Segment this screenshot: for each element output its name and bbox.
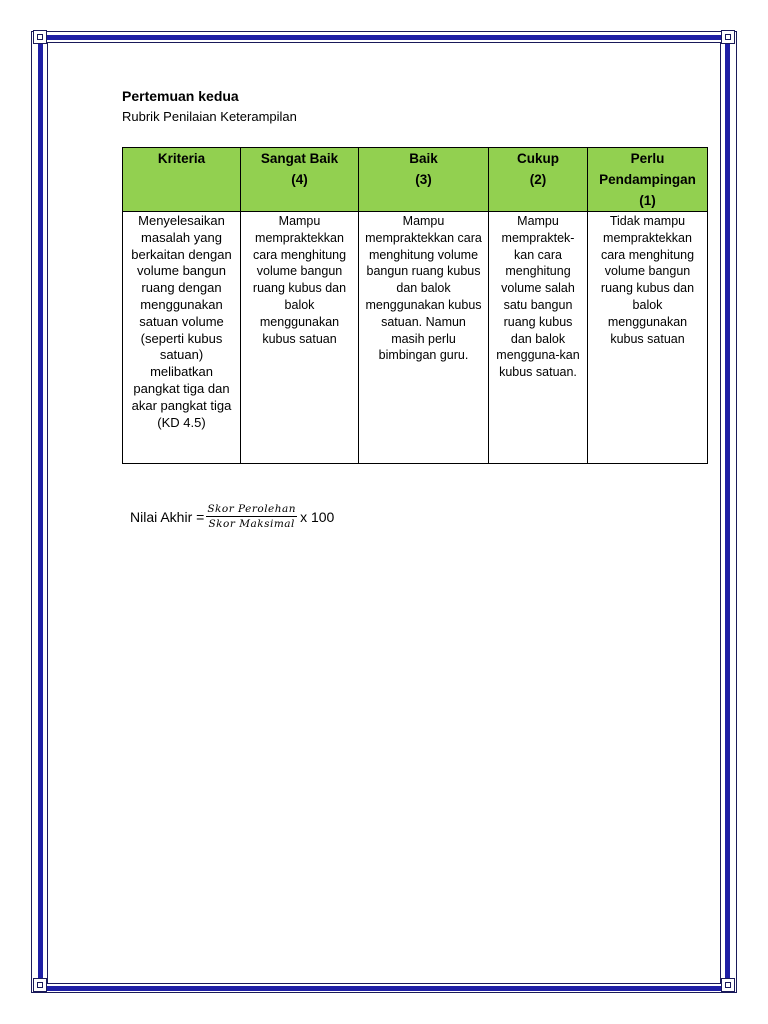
header-score: (4) xyxy=(291,172,308,187)
rubric-table xyxy=(122,147,708,464)
header-label: Kriteria xyxy=(157,151,206,166)
header-label: Perlu Pendampingan xyxy=(599,151,696,187)
header-baik xyxy=(359,148,489,212)
corner-ornament-top-left xyxy=(33,30,47,44)
page-subtitle: Rubrik Penilaian Keterampilan xyxy=(122,109,297,124)
formula-multiplier: x 100 xyxy=(300,508,335,525)
corner-ornament-top-right xyxy=(721,30,735,44)
header-perlu-pendampingan xyxy=(588,148,708,212)
header-score: (2) xyxy=(529,172,547,187)
header-score: (3) xyxy=(415,172,432,187)
final-score-formula xyxy=(130,503,334,530)
page-title: Pertemuan kedua xyxy=(122,88,239,104)
corner-ornament-bottom-right xyxy=(721,978,735,992)
corner-ornament-bottom-left xyxy=(33,978,47,992)
header-label: Baik xyxy=(409,151,438,166)
header-cukup xyxy=(489,148,588,212)
table-header-row xyxy=(123,148,708,212)
table-row xyxy=(123,212,708,464)
header-label: Sangat Baik xyxy=(260,151,339,166)
header-score: (1) xyxy=(639,193,656,208)
cell-sangat-baik: Mampu mempraktekkan cara menghitung volume bangun ruang kubus dan balok menggunakan kubus satuan xyxy=(241,212,359,464)
formula-denominator: Skor Maksimal xyxy=(208,518,295,530)
cell-perlu-pendampingan: Tidak mampu mempraktekkan cara menghitung volume bangun ruang kubus dan balok menggunakan kubus satuan xyxy=(588,212,708,464)
cell-kriteria: Menyelesaikan masalah yang berkaitan dengan volume bangun ruang dengan menggunakan satuan volume (seperti kubus satuan) melibatkan pangkat tiga dan akar pangkat tiga (KD 4.5) xyxy=(123,212,241,464)
header-sangat-baik xyxy=(241,148,359,212)
formula-fraction xyxy=(206,503,297,530)
header-kriteria xyxy=(123,148,241,212)
cell-baik: Mampu mempraktekkan cara menghitung volume bangun ruang kubus dan balok menggunakan kubus satuan. Namun masih perlu bimbingan guru. xyxy=(359,212,489,464)
formula-numerator: Skor Perolehan xyxy=(207,503,297,515)
formula-label: Nilai Akhir = xyxy=(130,508,205,525)
cell-cukup: Mampu mempraktek-kan cara menghitung volume salah satu bangun ruang kubus dan balok mengguna-kan kubus satuan. xyxy=(489,212,588,464)
header-label: Cukup xyxy=(517,151,559,166)
